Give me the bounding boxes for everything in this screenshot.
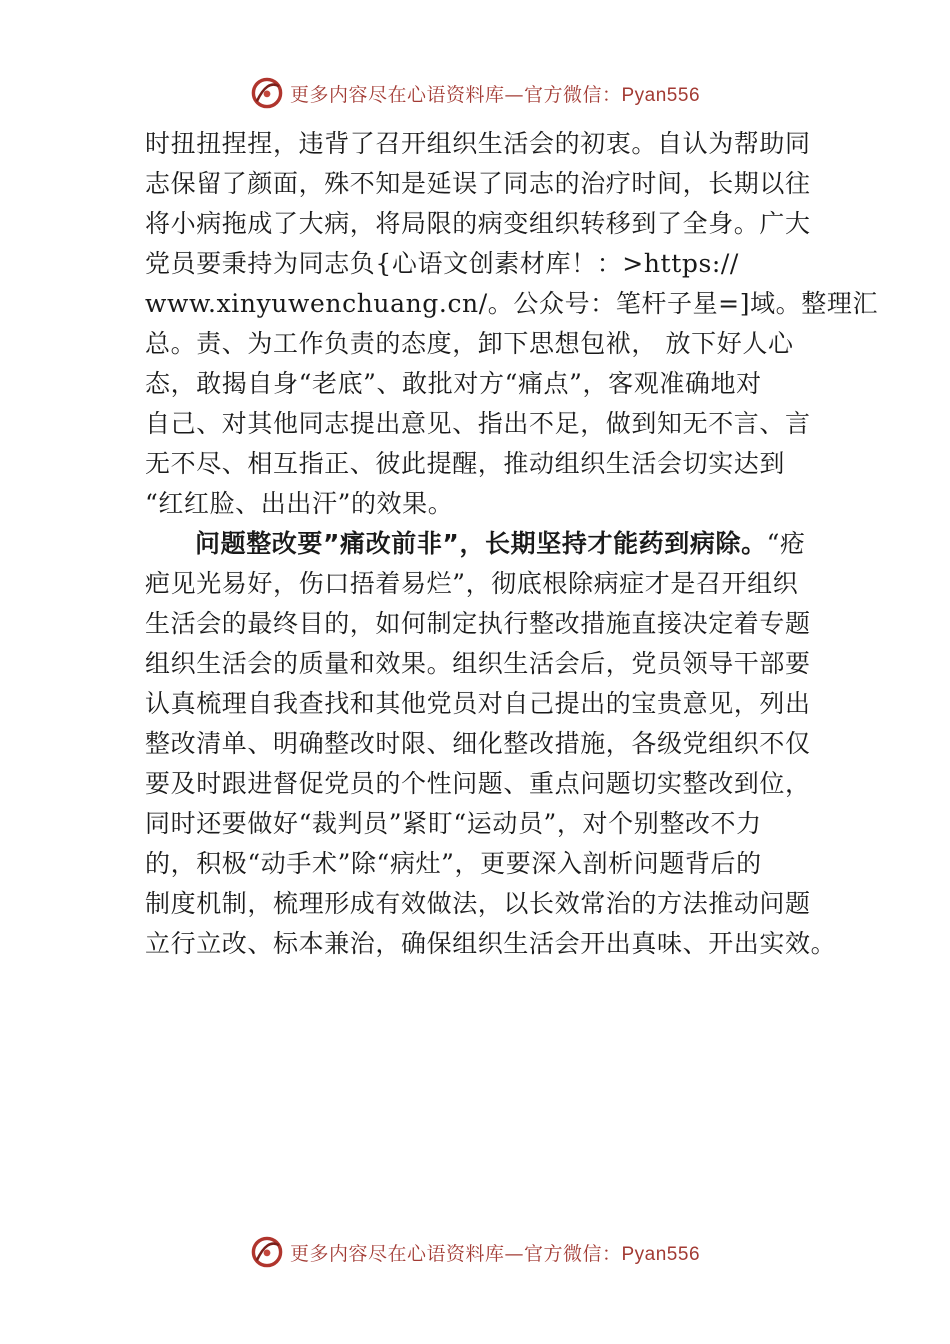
paragraph-2-line: 要及时跟进督促党员的个性问题、重点问题切实整改到位， — [145, 769, 811, 798]
paragraph-2 — [145, 524, 837, 964]
paragraph-1-line: 无不尽、相互指正、彼此提醒，推动组织生活会切实达到 — [145, 449, 786, 478]
footer-banner-text: 更多内容尽在心语资料库—官方微信：Pyan556 — [289, 1242, 701, 1265]
paragraph-2-first-line — [145, 524, 821, 564]
document-body — [145, 124, 879, 964]
brush-logo-icon — [250, 1235, 284, 1269]
paragraph-1-line: 将小病拖成了大病，将局限的病变组织转移到了全身。广大 — [145, 209, 811, 238]
paragraph-1-line: 自己、对其他同志提出意见、指出不足，做到知无不言、言 — [145, 409, 811, 438]
paragraph-2-line: 立行立改、标本兼治，确保组织生活会开出真味、开出实效。 — [145, 929, 837, 958]
footer-banner — [0, 1232, 950, 1272]
footer-wechat-id: Pyan556 — [621, 1243, 701, 1265]
paragraph-2-line: 生活会的最终目的，如何制定执行整改措施直接决定着专题 — [145, 609, 811, 638]
paragraph-1-line: 志保留了颜面，殊不知是延误了同志的治疗时间，长期以往 — [145, 169, 811, 198]
brush-logo-icon — [250, 76, 284, 110]
paragraph-2-line-rest: “疮 — [766, 529, 806, 558]
paragraph-1-line: 态，敢揭自身“老底”、敢批对方“痛点”，客观准确地对 — [145, 369, 762, 398]
paragraph-2-line: 认真梳理自我查找和其他党员对自己提出的宝贵意见，列出 — [145, 689, 811, 718]
paragraph-1 — [145, 124, 879, 524]
header-banner-text: 更多内容尽在心语资料库—官方微信：Pyan556 — [289, 83, 701, 106]
paragraph-2-line: 同时还要做好“裁判员”紧盯“运动员”，对个别整改不力 — [145, 809, 762, 838]
paragraph-1-line: 总。责、为工作负责的态度，卸下思想包袱， 放下好人心 — [145, 329, 794, 358]
header-banner — [0, 73, 950, 113]
paragraph-2-line: 疤见光易好，伤口捂着易烂”，彻底根除病症才是召开组织 — [145, 569, 799, 598]
paragraph-1-line-url: 党员要秉持为同志负{心语文创素材库！：>https:// — [145, 249, 739, 278]
paragraph-2-line: 整改清单、明确整改时限、细化整改措施，各级党组织不仅 — [145, 729, 811, 758]
header-wechat-id: Pyan556 — [621, 84, 701, 106]
paragraph-2-lead-sentence: 问题整改要”痛改前非”，长期坚持才能药到病除。 — [195, 529, 767, 558]
paragraph-1-line-url: www.xinyuwenchuang.cn/。公众号：笔杆子星=]域。整理汇 — [145, 289, 879, 318]
paragraph-2-line: 组织生活会的质量和效果。组织生活会后，党员领导干部要 — [145, 649, 811, 678]
paragraph-2-line: 制度机制，梳理形成有效做法，以长效常治的方法推动问题 — [145, 889, 811, 918]
paragraph-1-line: 时扭扭捏捏，违背了召开组织生活会的初衷。自认为帮助同 — [145, 129, 811, 158]
paragraph-2-line: 的，积极“动手术”除“病灶”，更要深入剖析问题背后的 — [145, 849, 762, 878]
paragraph-1-line: “红红脸、出出汗”的效果。 — [145, 489, 454, 518]
